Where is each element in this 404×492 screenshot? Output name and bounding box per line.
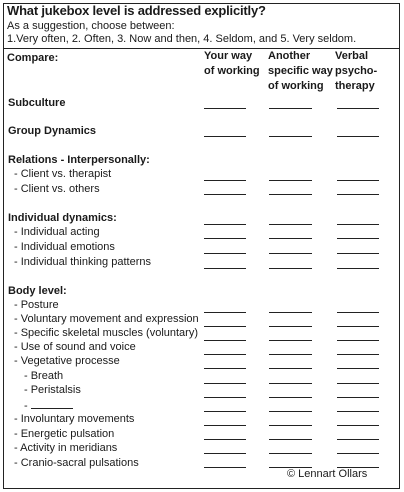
- answer-blank-line[interactable]: [269, 326, 312, 327]
- column-header-line: therapy: [335, 80, 375, 92]
- row-subculture: Subculture: [8, 97, 66, 109]
- answer-blank-line[interactable]: [337, 108, 379, 109]
- answer-blank-line[interactable]: [269, 411, 312, 412]
- row-blank-entry: [24, 399, 73, 412]
- row-cranio-sacral: - Cranio-sacral pulsations: [14, 457, 139, 469]
- row-skeletal-muscles: - Specific skeletal muscles (voluntary): [14, 327, 199, 339]
- row-voluntary-movement: - Voluntary movement and expression: [14, 313, 199, 325]
- suggestion-line-1: As a suggestion, choose between:: [7, 20, 175, 32]
- answer-blank-line[interactable]: [337, 383, 379, 384]
- answer-blank-line[interactable]: [269, 383, 312, 384]
- answer-blank-line[interactable]: [337, 354, 379, 355]
- answer-blank-line[interactable]: [337, 397, 379, 398]
- answer-blank-line[interactable]: [269, 268, 312, 269]
- section-relations: Relations - Interpersonally:: [8, 154, 150, 166]
- answer-blank-line[interactable]: [269, 253, 312, 254]
- column-header-line: Your way: [204, 50, 253, 62]
- page-title: What jukebox level is addressed explicitly?: [7, 3, 266, 18]
- answer-blank-line[interactable]: [204, 194, 246, 195]
- answer-blank-line[interactable]: [337, 224, 379, 225]
- answer-blank-line[interactable]: [269, 224, 312, 225]
- answer-blank-line[interactable]: [269, 136, 312, 137]
- answer-blank-line[interactable]: [337, 268, 379, 269]
- answer-blank-line[interactable]: [204, 238, 246, 239]
- answer-blank-line[interactable]: [337, 411, 379, 412]
- answer-blank-line[interactable]: [269, 397, 312, 398]
- answer-blank-line[interactable]: [204, 411, 246, 412]
- answer-blank-line[interactable]: [204, 425, 246, 426]
- row-individual-thinking: - Individual thinking patterns: [14, 256, 151, 268]
- answer-blank-line[interactable]: [204, 383, 246, 384]
- row-posture: - Posture: [14, 299, 59, 311]
- answer-blank-line[interactable]: [269, 340, 312, 341]
- answer-blank-line[interactable]: [269, 354, 312, 355]
- row-involuntary-movements: - Involuntary movements: [14, 413, 135, 425]
- suggestion-line-2: 1.Very often, 2. Often, 3. Now and then, 4. Seldom, and 5. Very seldom.: [7, 33, 357, 45]
- answer-blank-line[interactable]: [204, 354, 246, 355]
- answer-blank-line[interactable]: [204, 253, 246, 254]
- answer-blank-line[interactable]: [337, 453, 379, 454]
- answer-blank-line[interactable]: [204, 136, 246, 137]
- column-header-another-way: [268, 49, 333, 94]
- answer-blank-line[interactable]: [269, 180, 312, 181]
- row-vegetative: - Vegetative processe: [14, 355, 120, 367]
- row-individual-acting: - Individual acting: [14, 226, 100, 238]
- row-group-dynamics: Group Dynamics: [8, 125, 97, 137]
- answer-blank-line[interactable]: [269, 194, 312, 195]
- answer-blank-line[interactable]: [337, 425, 379, 426]
- answer-blank-line[interactable]: [204, 224, 246, 225]
- row-individual-emotions: - Individual emotions: [14, 241, 115, 253]
- answer-blank-line[interactable]: [204, 312, 246, 313]
- row-peristalsis: - Peristalsis: [24, 384, 81, 396]
- answer-blank-line[interactable]: [204, 368, 246, 369]
- answer-blank-line[interactable]: [269, 108, 312, 109]
- answer-blank-line[interactable]: [269, 238, 312, 239]
- compare-label: Compare:: [7, 52, 59, 64]
- row-breath: - Breath: [24, 370, 64, 382]
- section-body: Body level:: [8, 285, 67, 297]
- answer-blank-line[interactable]: [337, 368, 379, 369]
- answer-blank-line[interactable]: [204, 397, 246, 398]
- answer-blank-line[interactable]: [337, 180, 379, 181]
- answer-blank-line[interactable]: [204, 453, 246, 454]
- answer-blank-line[interactable]: [337, 312, 379, 313]
- answer-blank-line[interactable]: [269, 312, 312, 313]
- answer-blank-line[interactable]: [337, 340, 379, 341]
- answer-blank-line[interactable]: [337, 439, 379, 440]
- column-header-line: Another: [268, 50, 311, 62]
- answer-blank-line[interactable]: [337, 194, 379, 195]
- row-energetic-pulsation: - Energetic pulsation: [14, 428, 115, 440]
- copyright-notice: © Lennart Ollars: [287, 468, 368, 480]
- row-sound-voice: - Use of sound and voice: [14, 341, 136, 353]
- column-header-line: psycho-: [335, 65, 378, 77]
- answer-blank-line[interactable]: [337, 136, 379, 137]
- column-header-line: of working: [204, 65, 260, 77]
- row-client-vs-others: - Client vs. others: [14, 183, 100, 195]
- answer-blank-line[interactable]: [204, 340, 246, 341]
- answer-blank-line[interactable]: [204, 467, 246, 468]
- answer-blank-line[interactable]: [204, 326, 246, 327]
- answer-blank-line[interactable]: [204, 180, 246, 181]
- answer-blank-line[interactable]: [269, 425, 312, 426]
- section-individual: Individual dynamics:: [8, 212, 117, 224]
- column-header-verbal: [335, 49, 377, 94]
- answer-blank-line[interactable]: [204, 268, 246, 269]
- row-client-vs-therapist: - Client vs. therapist: [14, 168, 112, 180]
- answer-blank-line[interactable]: [269, 453, 312, 454]
- column-header-line: Verbal: [335, 50, 369, 62]
- row-blank-dash: -: [24, 400, 28, 412]
- answer-blank-line[interactable]: [337, 326, 379, 327]
- column-header-line: specific way: [268, 65, 333, 77]
- answer-blank-line[interactable]: [269, 439, 312, 440]
- column-header-your-way: [204, 49, 260, 79]
- answer-blank-line[interactable]: [204, 108, 246, 109]
- column-header-line: of working: [268, 80, 324, 92]
- answer-blank-line[interactable]: [204, 439, 246, 440]
- answer-blank-line[interactable]: [337, 253, 379, 254]
- answer-blank-line[interactable]: [269, 368, 312, 369]
- row-meridians: - Activity in meridians: [14, 442, 118, 454]
- answer-blank-line[interactable]: [337, 238, 379, 239]
- blank-write-in-line[interactable]: [31, 399, 73, 409]
